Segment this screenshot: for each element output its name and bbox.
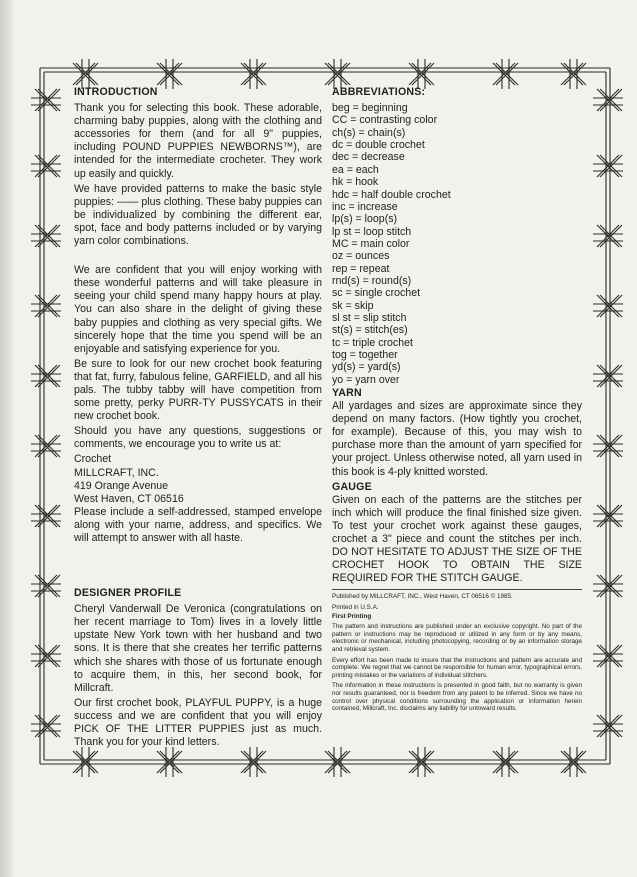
abbreviation-item: hdc = half double crochet bbox=[332, 188, 451, 201]
stitch-ornament-right bbox=[593, 575, 623, 597]
gauge-heading: GAUGE bbox=[332, 480, 372, 493]
stitch-ornament-right bbox=[593, 295, 623, 317]
yarn-heading: YARN bbox=[332, 387, 362, 399]
abbreviation-item: ch(s) = chain(s) bbox=[332, 126, 406, 139]
stitch-ornament-left bbox=[31, 505, 61, 527]
address-line: West Haven, CT 06516 bbox=[74, 492, 184, 505]
stitch-ornament-top bbox=[325, 59, 350, 89]
abbreviations-heading: ABBREVIATIONS: bbox=[332, 86, 426, 98]
abbreviation-item: hk = hook bbox=[332, 176, 379, 189]
stitch-ornament-top bbox=[409, 59, 434, 89]
stitch-ornament-left bbox=[31, 89, 61, 111]
stitch-ornament-bottom bbox=[157, 747, 182, 777]
published-by: Published by MILLCRAFT, INC., West Haven, CT 06516 © 1985. bbox=[332, 593, 513, 601]
abbreviations-list bbox=[332, 102, 582, 386]
stitch-ornament-left bbox=[31, 575, 61, 597]
stitch-ornament-right bbox=[593, 435, 623, 457]
abbreviation-item: yd(s) = yard(s) bbox=[332, 361, 401, 374]
copyright-notice: The pattern and instructions are published under an exclusive copyright. No part of the pattern or instructions may be reproduced or utilized in any form or by any means, electronic or mechanical, including photocopying, recording or by an information storage and retrieval system. bbox=[332, 623, 582, 653]
stitch-ornament-bottom bbox=[325, 747, 350, 777]
introduction-paragraph-3: We are confident that you will enjoy working with these wonderful patterns and will take pleasure in seeing your child spend many happy hours at play. You can also share in the delight of giving these baby puppies and clothing as very special gifts. We sincerely hope that the time you spend will be an enjoyable and satisfying experience for you. bbox=[74, 264, 322, 355]
introduction-paragraph-2: We have provided patterns to make the basic style puppies: —— plus clothing. These baby puppies can be individualized by combining the different ear, spot, face and body patterns included or by varying yarn color combinations. bbox=[74, 182, 322, 248]
gauge-text: Given on each of the patterns are the stitches per inch which will produce the final finished size given. To test your crochet work against these gauges, crochet a 3" piece and count the stitches per inch. DO NOT HESITATE TO ADJUST THE SIZE OF THE CROCHET HOOK TO OBTAIN THE SIZE REQUIRED FOR THE STITCH GAUGE. bbox=[332, 493, 582, 585]
stitch-ornament-left bbox=[31, 225, 61, 247]
introduction-heading: INTRODUCTION bbox=[74, 86, 158, 98]
abbreviation-item: sc = single crochet bbox=[332, 287, 421, 300]
stitch-ornament-right bbox=[593, 505, 623, 527]
accuracy-notice: Every effort has been made to insure that the instructions and pattern are accurate and complete. We regret that we cannot be responsible for human error, typographical errors, printing mistakes or the variations of individual stitchers. bbox=[332, 656, 582, 679]
introduction-paragraph-1: Thank you for selecting this book. These adorable, charming baby puppies, along with the clothing and accessories for them (and for all 9" puppies, including POUND PUPPIES NEWBORNS™), are intended for the intermediate crocheter. They work up easily and quickly. bbox=[74, 102, 322, 180]
printed-in: Printed in U.S.A. bbox=[332, 604, 379, 611]
abbreviation-item: tog = together bbox=[332, 348, 398, 361]
mailing-address bbox=[74, 453, 322, 505]
left-column bbox=[74, 86, 322, 751]
abbreviation-item: inc = increase bbox=[332, 200, 398, 213]
stitch-ornament-top bbox=[561, 59, 586, 89]
abbreviation-item: dc = double crochet bbox=[332, 139, 425, 152]
stitch-ornament-top bbox=[157, 59, 182, 89]
stitch-ornament-right bbox=[593, 225, 623, 247]
introduction-paragraph-5: Should you have any questions, suggestions or comments, we encourage you to write us at: bbox=[74, 425, 322, 451]
right-column bbox=[332, 86, 582, 716]
stitch-ornament-top bbox=[73, 59, 98, 89]
abbreviation-item: lp st = loop stitch bbox=[332, 225, 412, 238]
stitch-ornament-left bbox=[31, 155, 61, 177]
abbreviation-item: tc = triple crochet bbox=[332, 336, 413, 349]
stitch-ornament-left bbox=[31, 435, 61, 457]
abbreviation-item: rep = repeat bbox=[332, 262, 390, 275]
first-printing: First Printing bbox=[332, 612, 372, 620]
stitch-ornament-bottom bbox=[409, 747, 434, 777]
abbreviation-item: sl st = slip stitch bbox=[332, 311, 407, 324]
stitch-ornament-right bbox=[593, 89, 623, 111]
designer-profile-paragraph-2: Our first crochet book, PLAYFUL PUPPY, is a huge success and we are confident that you will enjoy PICK OF THE LITTER PUPPIES just as much. Thank you for your kind letters. bbox=[74, 696, 322, 749]
publication-info bbox=[332, 589, 582, 712]
abbreviation-item: oz = ounces bbox=[332, 250, 390, 263]
abbreviation-item: rnd(s) = round(s) bbox=[332, 274, 412, 287]
abbreviation-item: sk = skip bbox=[332, 299, 374, 312]
stitch-ornament-bottom bbox=[561, 747, 586, 777]
stitch-ornament-right bbox=[593, 365, 623, 387]
abbreviation-item: st(s) = stitch(es) bbox=[332, 324, 408, 337]
stitch-ornament-top bbox=[241, 59, 266, 89]
stitch-ornament-left bbox=[31, 715, 61, 737]
stitch-ornament-bottom bbox=[241, 747, 266, 777]
abbreviation-item: dec = decrease bbox=[332, 151, 405, 164]
abbreviation-item: beg = beginning bbox=[332, 102, 408, 115]
stitch-ornament-right bbox=[593, 715, 623, 737]
stitch-ornament-bottom bbox=[73, 747, 98, 777]
designer-profile-paragraph-1: Cheryl Vanderwall De Veronica (congratulations on her recent marriage to Tom) lives in a lovely little upstate New York town with her husband and two sons. It is there that she creates her terrific patterns which she shares with those of us fortunate enough to acquire them, in this, her second book, for Millcraft. bbox=[74, 603, 322, 694]
yarn-text: All yardages and sizes are approximate since they depend on many factors. (How tightly you crochet, for example). Because of this, you may wish to purchase more than the amount of yarn specified for your project. Unless otherwise noted, all yarn used in this book is 4-ply knitted worsted. bbox=[332, 400, 582, 478]
abbreviation-item: ea = each bbox=[332, 163, 379, 176]
introduction-paragraph-4: Be sure to look for our new crochet book featuring that fat, furry, fabulous feline, GARFIELD, and all his pals. The tubby tabby will have competition from some pretty, perky PURR-TY PUSSYCATS in their new crochet book. bbox=[74, 357, 322, 423]
address-line: 419 Orange Avenue bbox=[74, 479, 169, 492]
abbreviation-item: yo = yarn over bbox=[332, 373, 400, 386]
stitch-ornament-top bbox=[493, 59, 518, 89]
address-line: Crochet bbox=[74, 453, 112, 466]
stitch-ornament-left bbox=[31, 365, 61, 387]
abbreviation-item: MC = main color bbox=[332, 237, 410, 250]
liability-disclaimer: The information in these instructions is presented in good faith, but no warranty is given nor results guaranteed, nor is freedom from any patent to be inferred. Since we have no control over physical conditions surrounding the application or information herein contained, Millcraft, Inc. disclaims any liability for untoward results. bbox=[332, 682, 582, 713]
designer-profile-heading: DESIGNER PROFILE bbox=[74, 587, 182, 600]
abbreviation-item: lp(s) = loop(s) bbox=[332, 213, 398, 226]
introduction-paragraph-6: Please include a self-addressed, stamped envelope along with your name, address, and specifics. We will attempt to answer with all haste. bbox=[74, 505, 322, 544]
stitch-ornament-right bbox=[593, 645, 623, 667]
stitch-ornament-bottom bbox=[493, 747, 518, 777]
stitch-ornament-right bbox=[593, 155, 623, 177]
abbreviation-item: CC = contrasting color bbox=[332, 114, 438, 127]
address-line: MILLCRAFT, INC. bbox=[74, 466, 159, 479]
stitch-ornament-left bbox=[31, 295, 61, 317]
stitch-ornament-left bbox=[31, 645, 61, 667]
